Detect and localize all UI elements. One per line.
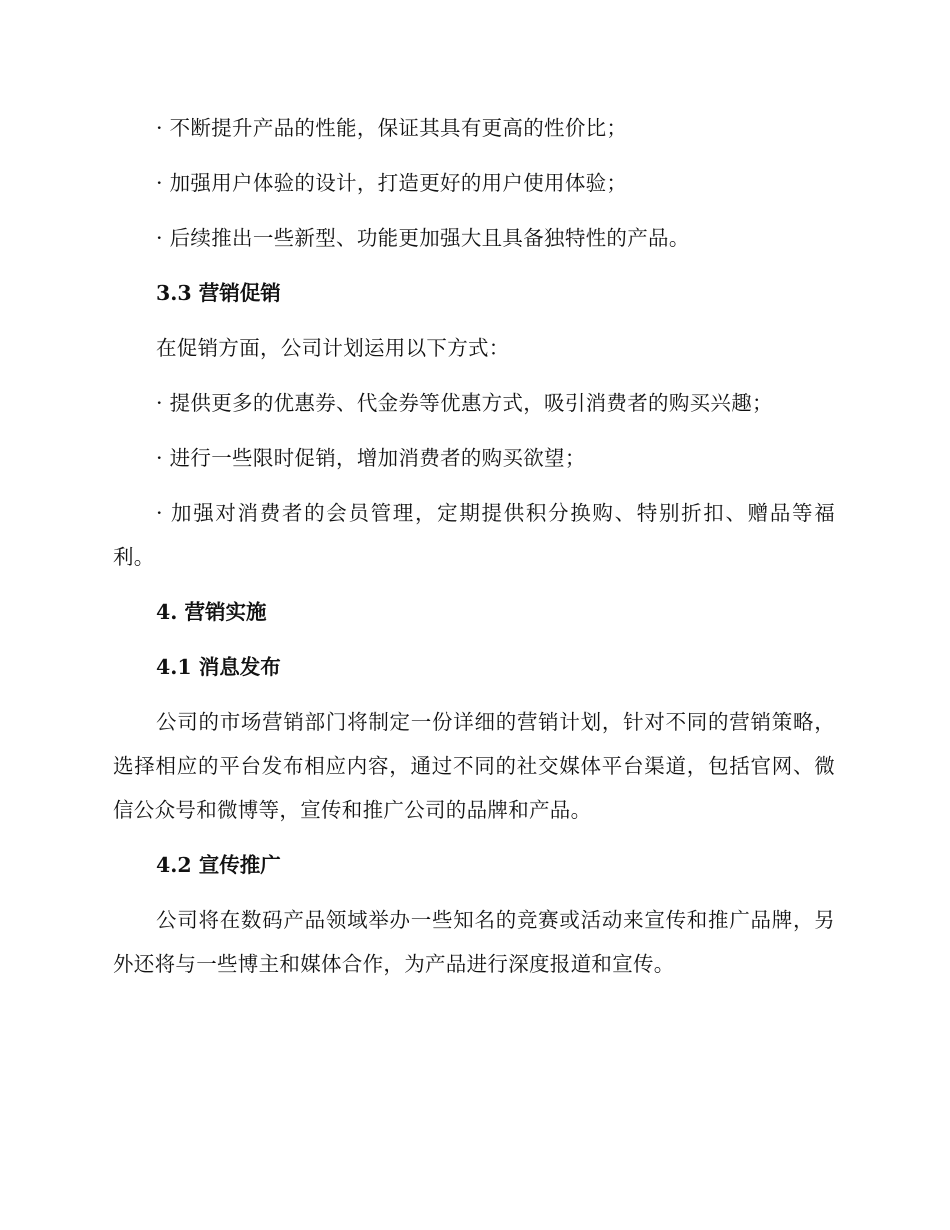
section-heading-4: 4. 营销实施 [156, 600, 267, 624]
bullet-item: · 不断提升产品的性能，保证其具有更高的性价比； [156, 116, 628, 140]
section-heading-4-2: 4.2 宣传推广 [156, 853, 281, 877]
bullet-item: · 进行一些限时促销，增加消费者的购买欲望； [156, 446, 586, 470]
section-body-4-2: 公司将在数码产品领域举办一些知名的竞赛或活动来宣传和推广品牌，另外还将与一些博主和媒体合作，为产品进行深度报道和宣传。 [113, 908, 835, 976]
document-body [113, 106, 835, 997]
bullet-item: · 加强用户体验的设计，打造更好的用户使用体验； [156, 171, 628, 195]
section-heading-3-3: 3.3 营销促销 [156, 281, 281, 305]
section-body-4-1: 公司的市场营销部门将制定一份详细的营销计划，针对不同的营销策略，选择相应的平台发布相应内容，通过不同的社交媒体平台渠道，包括官网、微信公众号和微博等，宣传和推广公司的品牌和产品。 [113, 710, 835, 822]
bullet-item: · 提供更多的优惠券、代金券等优惠方式，吸引消费者的购买兴趣； [156, 391, 773, 415]
section-heading-4-1: 4.1 消息发布 [156, 655, 281, 679]
bullet-item: · 后续推出一些新型、功能更加强大且具备独特性的产品。 [156, 226, 690, 250]
bullet-item: · 加强对消费者的会员管理，定期提供积分换购、特别折扣、赠品等福利。 [113, 501, 835, 569]
section-intro: 在促销方面，公司计划运用以下方式： [156, 336, 510, 360]
